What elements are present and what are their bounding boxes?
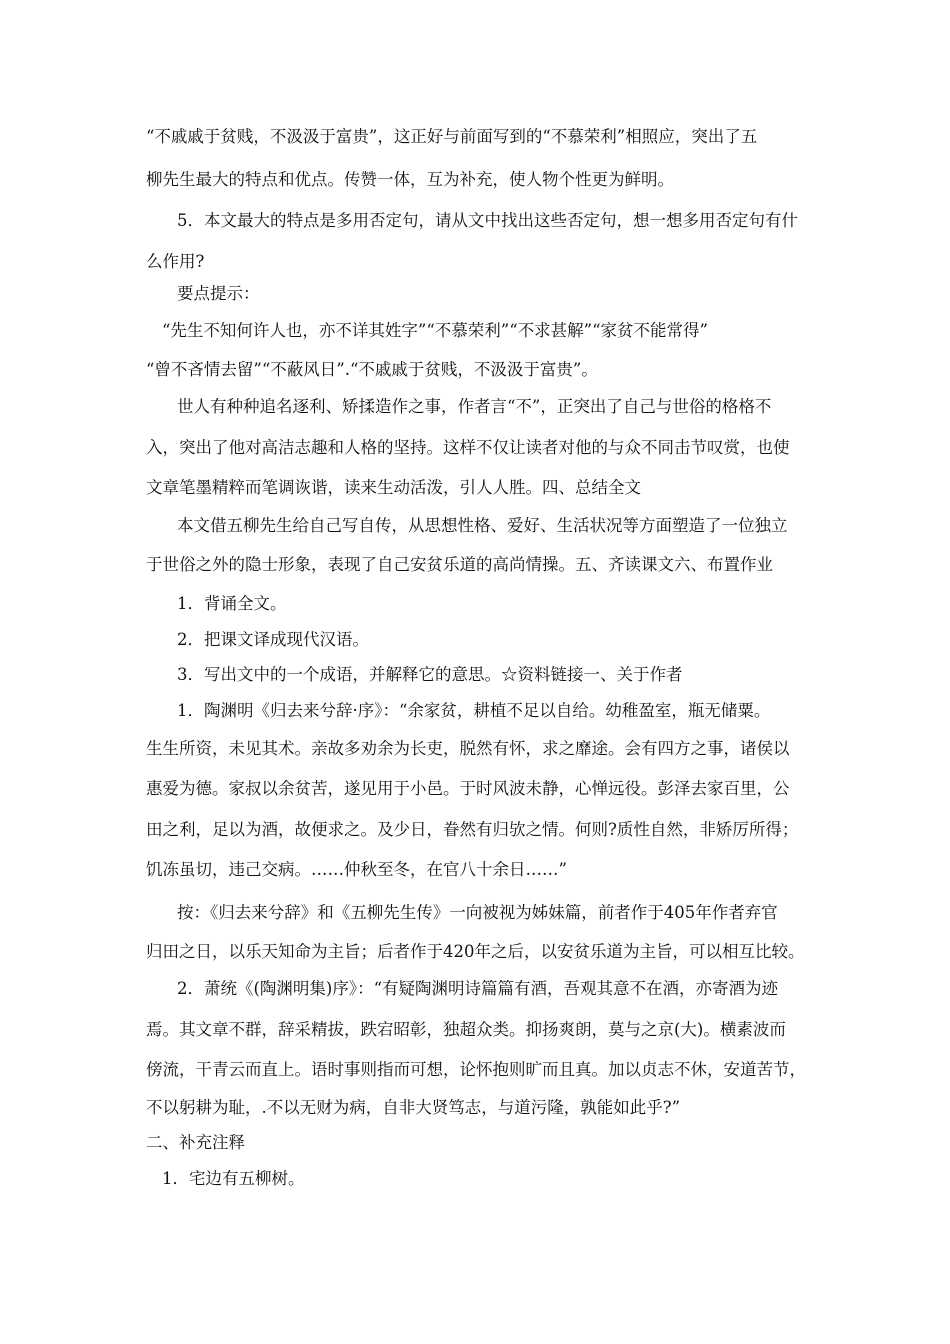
section-heading: 二、补充注释	[146, 1133, 245, 1152]
text-line: 按：《归去来兮辞》和《五柳先生传》一向被视为姊妹篇，前者作于405年作者弃官	[177, 903, 778, 922]
text-line: 么作用?	[146, 252, 205, 271]
text-line: 1．宅边有五柳树。	[162, 1169, 305, 1188]
text-line: 傍流，干青云而直上。语时事则指而可想，论怀抱则旷而且真。加以贞志不休，安道苦节，	[146, 1060, 806, 1079]
text-line: “先生不知何许人也，亦不详其姓字”“不慕荣利”“不求甚解”“家贫不能常得”	[162, 321, 708, 340]
text-line: 不以躬耕为耻，.不以无财为病，自非大贤笃志，与道污隆，孰能如此乎?”	[146, 1098, 681, 1117]
text-line: 生生所资，未见其术。亲故多劝余为长吏，脱然有怀，求之靡途。会有四方之事，诸侯以	[146, 739, 790, 758]
text-line: 焉。其文章不群，辞采精拔，跌宕昭彰，独超众类。抑扬爽朗，莫与之京(大)。横素波而	[146, 1020, 786, 1039]
text-line: 饥冻虽切，违己交病。……仲秋至冬，在官八十余日……”	[146, 860, 567, 879]
text-line: 世人有种种追名逐利、矫揉造作之事，作者言“不”，正突出了自己与世俗的格格不	[177, 397, 772, 416]
text-line: 柳先生最大的特点和优点。传赞一体，互为补充，使人物个性更为鲜明。	[146, 170, 674, 189]
text-line: 1．背诵全文。	[177, 594, 287, 613]
text-line: “曾不吝情去留”“不蔽风日”.“不戚戚于贫贱，不汲汲于富贵”。	[146, 360, 598, 379]
text-line: 惠爱为德。家叔以余贫苦，遂见用于小邑。于时风波未静，心惮远役。彭泽去家百里，公	[146, 779, 790, 798]
text-line: 归田之日，以乐天知命为主旨；后者作于420年之后，以安贫乐道为主旨，可以相互比较。	[146, 942, 805, 961]
text-line: 文章笔墨精粹而笔调诙谐，读来生动活泼，引人人胜。四、总结全文	[146, 478, 641, 497]
text-line: 1．陶渊明《归去来兮辞·序》：“余家贫，耕植不足以自给。幼稚盈室，瓶无储粟。	[177, 701, 771, 720]
text-line: 2．萧统《(陶渊明集)序》：“有疑陶渊明诗篇篇有酒，吾观其意不在酒，亦寄酒为迹	[177, 979, 779, 998]
text-line: 本文借五柳先生给自己写自传，从思想性格、爱好、生活状况等方面塑造了一位独立	[177, 516, 788, 535]
text-line: 要点提示：	[177, 284, 260, 303]
text-line: 田之利，足以为酒，故便求之。及少日，眷然有归欤之情。何则?质性自然，非矫厉所得；	[146, 820, 799, 839]
text-line: 入，突出了他对高洁志趣和人格的坚持。这样不仅让读者对他的与众不同击节叹赏，也使	[146, 438, 790, 457]
text-line: 3．写出文中的一个成语，并解释它的意思。☆资料链接一、关于作者	[177, 665, 683, 684]
text-line: 于世俗之外的隐士形象，表现了自己安贫乐道的高尚情操。五、齐读课文六、布置作业	[146, 555, 773, 574]
text-line: 5．本文最大的特点是多用否定句，请从文中找出这些否定句，想一想多用否定句有什	[177, 211, 798, 230]
text-line: “不戚戚于贫贱，不汲汲于富贵”，这正好与前面写到的“不慕荣利”相照应，突出了五	[146, 127, 758, 146]
text-line: 2．把课文译成现代汉语。	[177, 630, 369, 649]
